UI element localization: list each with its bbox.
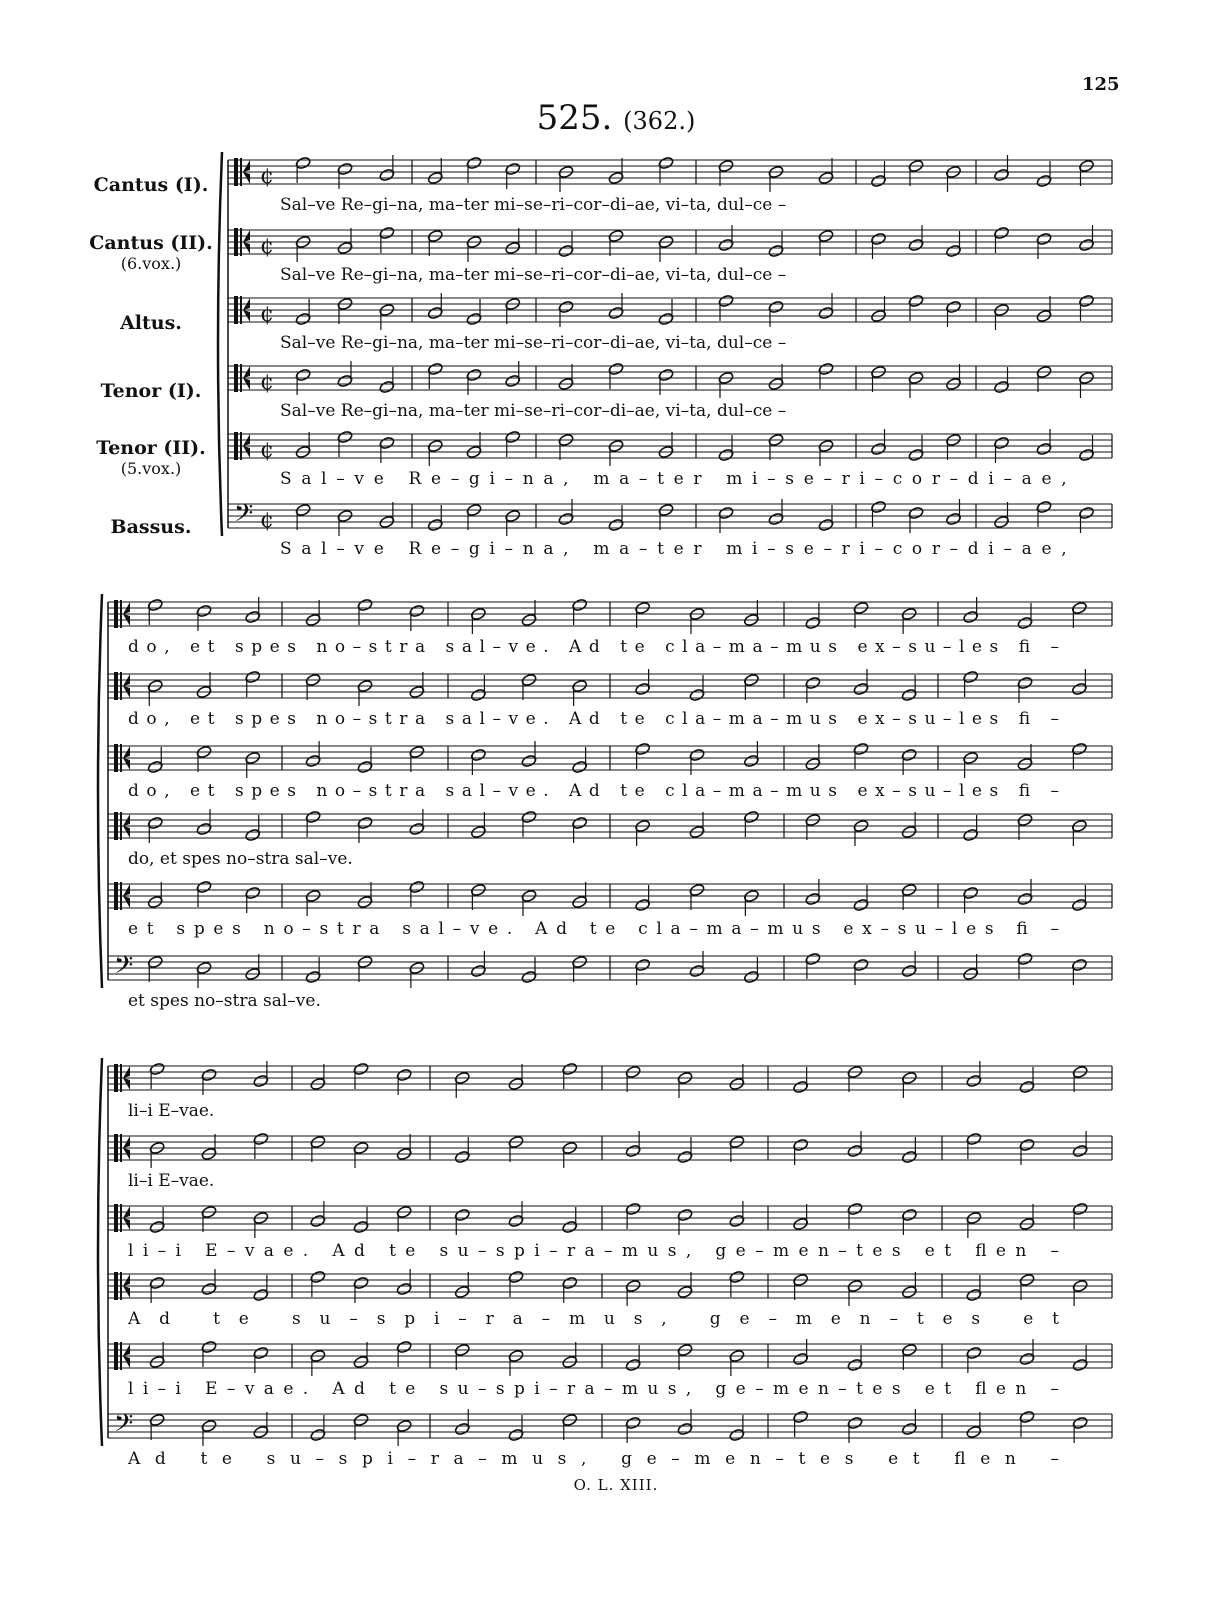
voice-name: Bassus. <box>110 516 192 538</box>
c-clef-icon <box>120 1272 122 1300</box>
alla-breve-icon: ¢ <box>260 508 274 533</box>
c-clef-icon <box>114 672 118 700</box>
lyric-line: Sal–ve Re–gi–na, ma–ter mi–se–ri–cor–di–ae, vi–ta, dul–ce – <box>280 333 787 353</box>
c-clef-icon <box>120 1064 122 1092</box>
voice-name: Tenor (II). <box>96 437 206 459</box>
c-clef-icon <box>120 812 122 840</box>
c-clef-icon <box>114 600 118 628</box>
c-clef-icon <box>240 432 242 460</box>
lyric-line: li–i E–vae. <box>128 1171 215 1191</box>
alla-breve-icon: ¢ <box>260 164 274 189</box>
c-clef-icon <box>114 812 118 840</box>
alla-breve-icon: ¢ <box>260 302 274 327</box>
c-clef-icon <box>114 1204 118 1232</box>
c-clef-icon <box>234 432 238 460</box>
c-clef-icon <box>120 600 122 628</box>
c-clef-icon <box>120 1204 122 1232</box>
f-clef-icon: 𝄢 <box>234 499 254 534</box>
lyric-line: Ad te su–spi–ra–mus, ge–men–tes et flen – <box>128 1449 1060 1469</box>
lyric-line: li–i E–vae. <box>128 1101 215 1121</box>
c-clef-icon <box>114 1064 118 1092</box>
system-bracket <box>98 1058 102 1446</box>
lyric-line: Ad te su–spi–ra–mus, ge–men–tes et <box>128 1309 1059 1329</box>
lyric-line: et spes no–stra sal–ve. Ad te cla–ma–mus ex–su–les fi – <box>128 919 1059 939</box>
system-bracket <box>98 594 102 988</box>
c-clef-icon <box>114 1342 118 1370</box>
piece-subnumber: (362.) <box>623 107 696 135</box>
lyric-line: do, et spes no–stra sal–ve. Ad te cla–ma–mus ex–su–les fi – <box>128 709 1059 729</box>
c-clef-icon <box>240 158 242 186</box>
voice-name: Altus. <box>120 312 182 334</box>
alla-breve-icon: ¢ <box>260 370 274 395</box>
voice-name: Cantus (II). <box>89 232 213 254</box>
lyric-line: do, et spes no–stra sal–ve. Ad te cla–ma–mus ex–su–les fi – <box>128 637 1059 657</box>
lyric-line: do, et spes no–stra sal–ve. Ad te cla–ma–mus ex–su–les fi – <box>128 781 1059 801</box>
f-clef-icon: 𝄢 <box>114 951 134 986</box>
c-clef-icon <box>120 1134 122 1162</box>
c-clef-icon <box>114 1134 118 1162</box>
c-clef-icon <box>114 1272 118 1300</box>
c-clef-icon <box>120 744 122 772</box>
c-clef-icon <box>240 364 242 392</box>
c-clef-icon <box>120 1342 122 1370</box>
c-clef-icon <box>120 882 122 910</box>
lyric-line: li–i E–vae. Ad te su–spi–ra–mus, ge–men–tes et flen – <box>128 1241 1060 1261</box>
lyric-line: li–i E–vae. Ad te su–spi–ra–mus, ge–men–tes et flen – <box>128 1379 1060 1399</box>
c-clef-icon <box>234 228 238 256</box>
lyric-line: do, et spes no–stra sal–ve. <box>128 849 353 869</box>
alla-breve-icon: ¢ <box>260 234 274 259</box>
lyric-line: Sal–ve Re–gi–na, ma–ter mi–se–ri–cor–di–ae, vi–ta, dul–ce – <box>280 265 787 285</box>
c-clef-icon <box>240 296 242 324</box>
lyric-line: Sal–ve Re–gi–na, ma–ter mi–se–ri–cor–di–ae, <box>280 469 1067 489</box>
c-clef-icon <box>120 672 122 700</box>
voice-name: Tenor (I). <box>100 380 202 402</box>
c-clef-icon <box>234 296 238 324</box>
voice-name: Cantus (I). <box>93 174 209 196</box>
voice-sub: (5.vox.) <box>120 459 182 478</box>
c-clef-icon <box>240 228 242 256</box>
lyric-line: Sal–ve Re–gi–na, ma–ter mi–se–ri–cor–di–ae, vi–ta, dul–ce – <box>280 195 787 215</box>
c-clef-icon <box>114 744 118 772</box>
alla-breve-icon: ¢ <box>260 438 274 463</box>
voice-sub: (6.vox.) <box>120 254 182 273</box>
system-bracket <box>218 152 222 536</box>
c-clef-icon <box>234 158 238 186</box>
lyric-line: Sal–ve Re–gi–na, ma–ter mi–se–ri–cor–di–ae, vi–ta, dul–ce – <box>280 401 787 421</box>
lyric-line: et spes no–stra sal–ve. <box>128 991 321 1011</box>
c-clef-icon <box>234 364 238 392</box>
c-clef-icon <box>114 882 118 910</box>
lyric-line: Sal–ve Re–gi–na, ma–ter mi–se–ri–cor–di–ae, <box>280 539 1067 559</box>
page-number: 125 <box>1082 74 1120 95</box>
piece-number: 525. <box>536 98 613 138</box>
footer-note: O. L. XIII. <box>573 1476 659 1494</box>
f-clef-icon: 𝄢 <box>114 1409 134 1444</box>
